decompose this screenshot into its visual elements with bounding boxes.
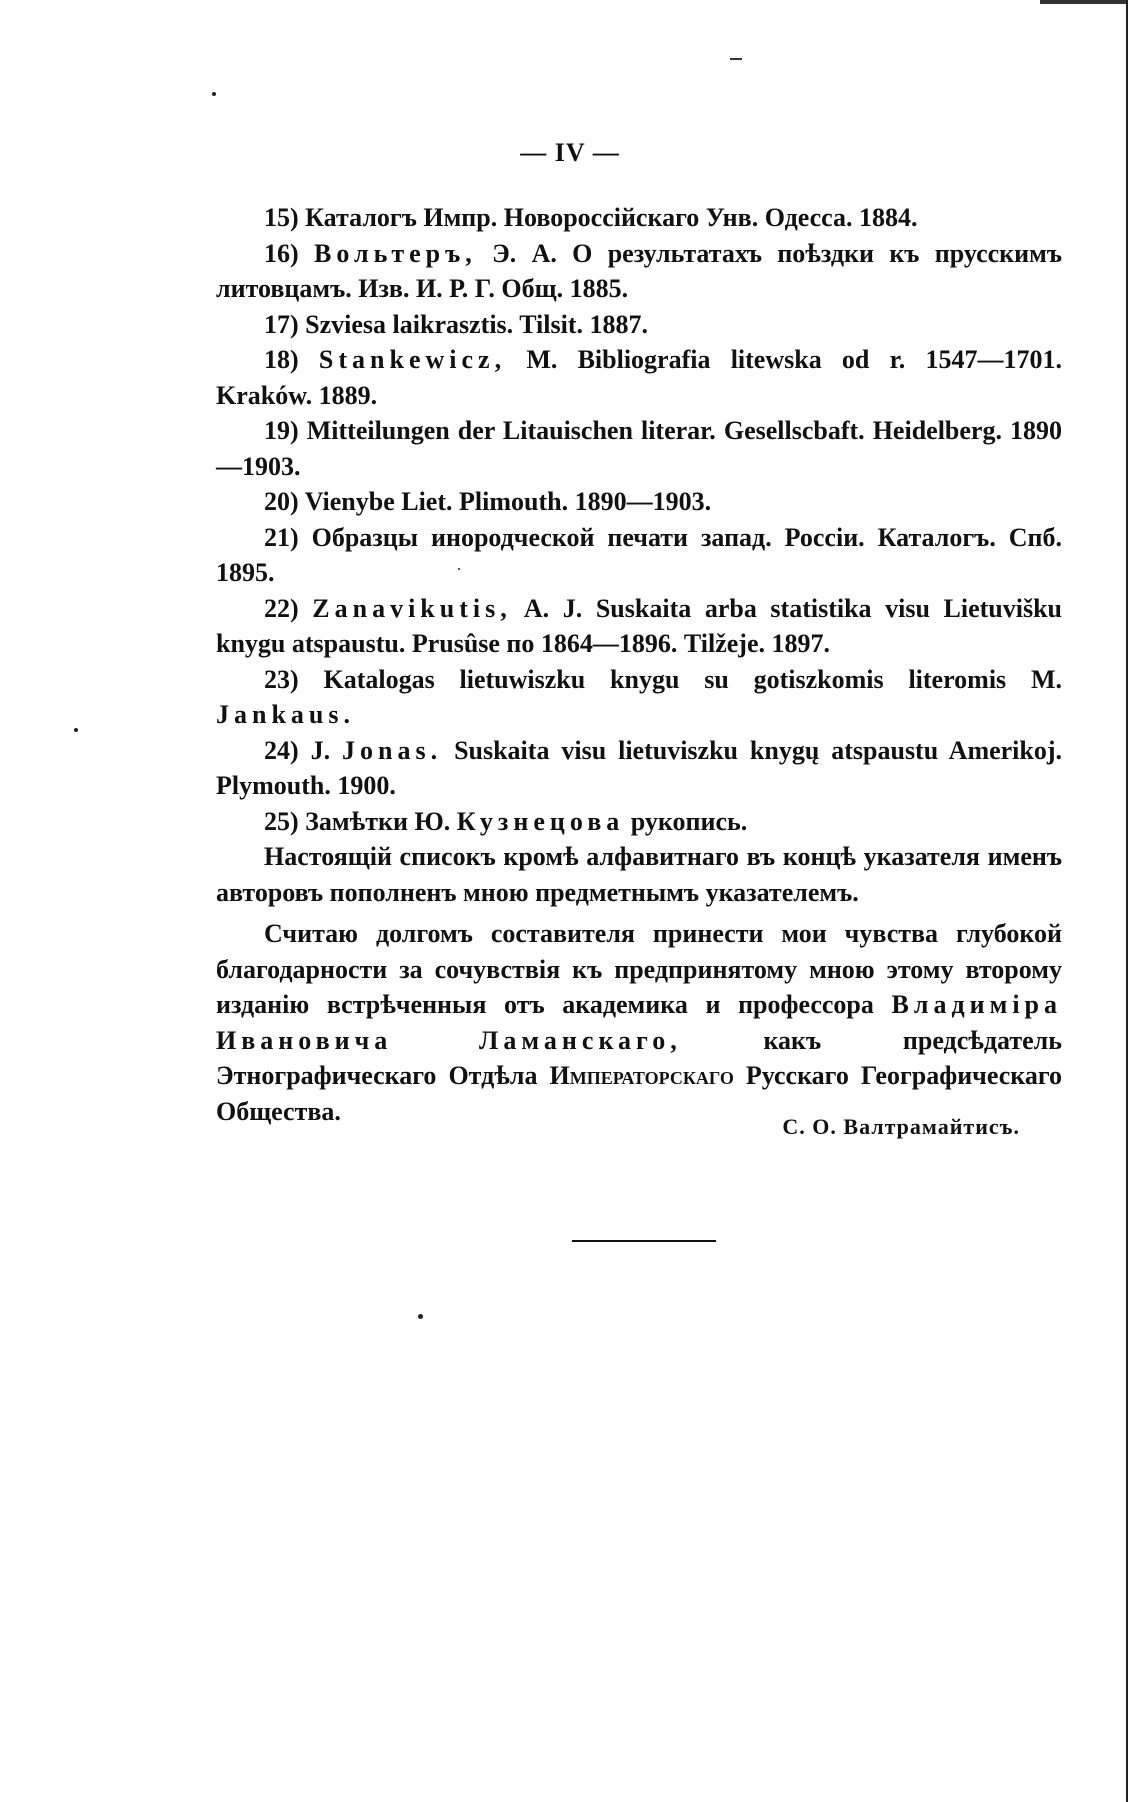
author-name: Jonas. [342,735,443,765]
corner-scan-mark [1040,0,1126,4]
note-paragraph: Настоящій спиcокъ кромѣ алфавитнаго въ концѣ указателя именъ авторовъ пополненъ мною предметнымъ указателемъ. [216,842,1062,907]
author-name: Zanavikutis, [312,593,512,623]
signature: С. О. Валтрамайтисъ. [782,1114,1020,1139]
closing-rule [572,1240,716,1242]
acknowledgement-paragraph: Считаю долгомъ составителя принести мои чувства глубокой благодарности за сочувствія къ предпринятому мною этому второму изданію встрѣченныя отъ академика и профессора Владиміра Ивановича Ламанскаго, какъ предсѣдатель Этнографическаго Отдѣла Императорскаго Русскаго Географическаго Общества. [216,919,1063,1126]
entry-18: 18) Stankewicz, M. Bibliografia litewska od r. 1547—1701. Kraków. 1889. [216,345,1062,410]
scan-speck [74,728,78,732]
entry-16: 16) Вольтеръ, Э. А. О результатахъ поѣздки къ прусскимъ литовцамъ. Изв. И. Р. Г. Общ. 1885. [216,238,1062,303]
entry-22: 22) Zanavikutis, A. J. Suskaita arba statistika visu Lietuvišku knygu atspaustu. Prusûse по 1864—1896. Tilžeje. 1897. [216,593,1063,658]
author-name: Stankewicz, [318,345,507,374]
society-imperial: Императорскаго [549,1061,734,1090]
author-name: Вольтеръ, [314,238,477,268]
author-name: Кузнецова [456,806,625,836]
entry-25: 25) Замѣтки Ю. Кузнецова рукопись. [264,806,748,836]
author-name: Jankaus. [216,700,355,729]
scan-speck [418,1314,423,1319]
scan-dash [730,58,742,60]
honoree-name: Владиміра Ивановича Ламанскаго, [216,990,1063,1055]
entry-20: 20) Vienybe Liet. Plimouth. 1890—1903. [264,487,712,516]
page-edge-line [1126,0,1128,1802]
scan-speck [212,92,216,96]
entry-17: 17) Szviesa laikrasztis. Tilsit. 1887. [264,309,649,339]
entry-21: 21) Образцы инородческой печати запад. Россіи. Каталогъ. Спб. 1895. [216,522,1063,587]
page-number: — IV — [520,138,620,167]
entry-15: 15) Каталогъ Импр. Новороссійскаго Унв. Одесса. 1884. [264,203,918,232]
bibliography-text [216,200,1062,1129]
entry-24: 24) J. Jonas. Suskaita visu lietuviszku knygų atspaustu Amerikoj. Plymouth. 1900. [216,735,1063,800]
entry-23: 23) Katalogas lietuwiszku knygu su gotiszkomis literomis M. Jankaus. [216,664,1063,729]
entry-19: 19) Mitteilungen der Litauischen literar. Gesellscbaft. Heidelberg. 1890—1903. [216,416,1063,481]
